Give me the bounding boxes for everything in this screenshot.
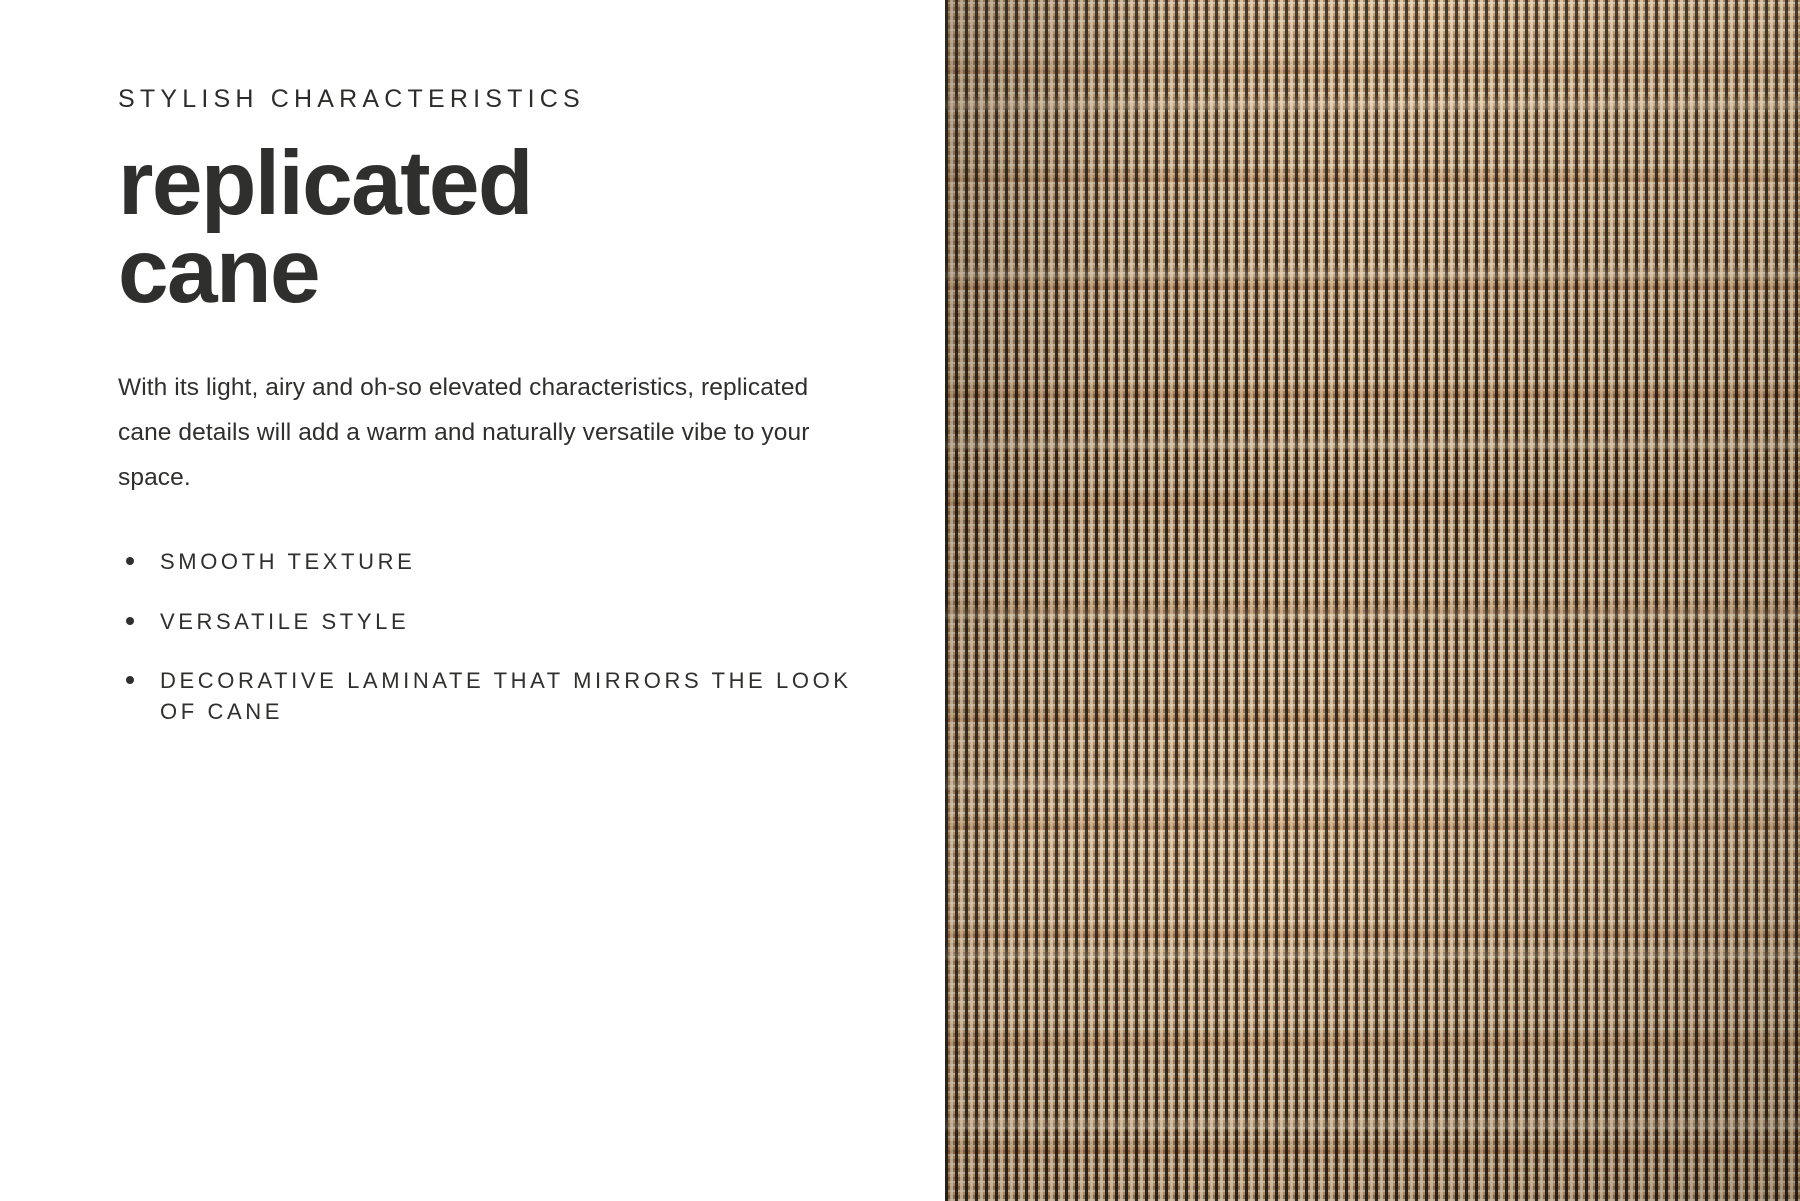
list-item-label: DECORATIVE LAMINATE THAT MIRRORS THE LOOK OF CANE <box>160 667 852 725</box>
bullet-icon <box>126 557 134 565</box>
body-paragraph: With its light, airy and oh-so elevated characteristics, replicated cane details will add a warm and naturally versatile vibe to your space. <box>118 373 810 492</box>
cane-shading-overlay <box>945 0 1800 1201</box>
eyebrow-label: STYLISH CHARACTERISTICS <box>118 85 585 113</box>
woven-cane-texture-image <box>945 0 1800 1201</box>
list-item-label: VERSATILE STYLE <box>160 608 410 634</box>
bullet-icon <box>126 617 134 625</box>
list-item <box>118 546 855 577</box>
list-item <box>118 665 855 727</box>
list-item-label: SMOOTH TEXTURE <box>160 549 416 575</box>
bullet-icon <box>126 676 134 684</box>
cane-left-edge-shadow <box>945 0 951 1201</box>
feature-list <box>118 546 855 727</box>
list-item <box>118 606 855 637</box>
page-title: replicated cane <box>118 133 532 323</box>
